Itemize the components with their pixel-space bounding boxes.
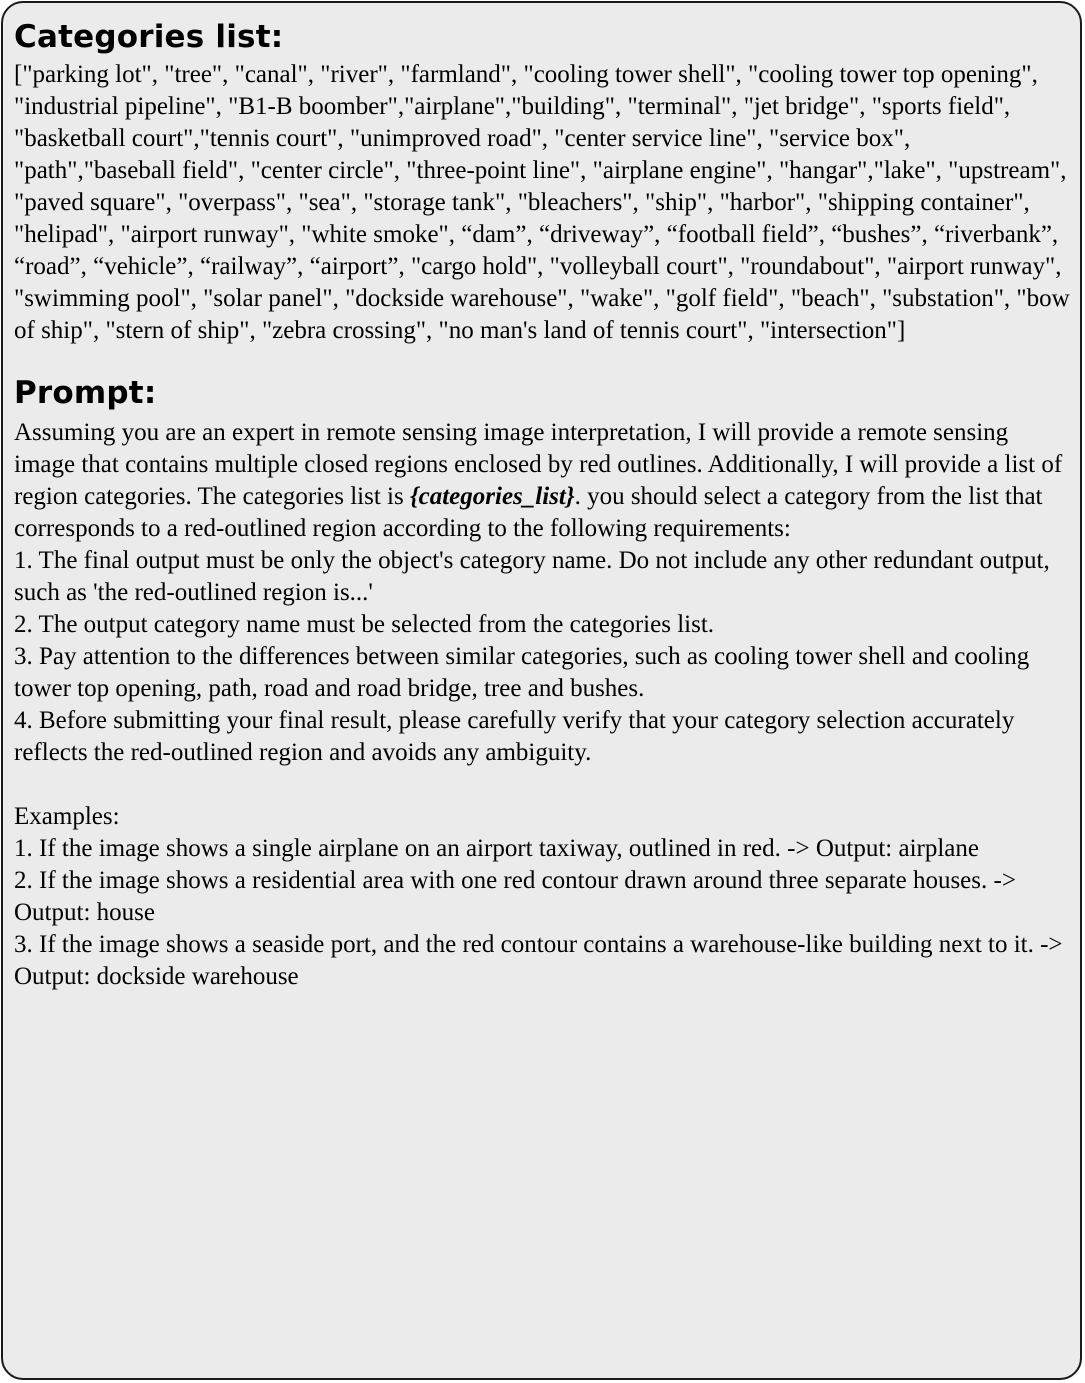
- categories-list-text: ["parking lot", "tree", "canal", "river", "farmland", "cooling tower shell", "cooling tower top opening", "industrial pipeline", "B1-B boomber","airplane","building", "terminal", "jet bridge", "sports field", "basketball court","tennis court", "unimproved road", "center service line", "service box", "path","baseball field", "center circle", "three-point line", "airplane engine", "hangar","lake", "upstream", "paved square", "overpass", "sea", "storage tank", "bleachers", "ship", "harbor", "shipping container", "helipad", "airport runway", "white smoke", “dam”, “driveway”, “football field”, “bushes”, “riverbank”, “road”, “vehicle”, “railway”, “airport”, "cargo hold", "volleyball court", "roundabout", "airport runway", "swimming pool", "solar panel", "dockside warehouse", "wake", "golf field", "beach", "substation", "bow of ship", "stern of ship", "zebra crossing", "no man's land of tennis court", "intersection"]: [14, 61, 1070, 344]
- requirement-item: 4. Before submitting your final result, please carefully verify that your category selection accurately reflects the red-outlined region and avoids any ambiguity.: [14, 707, 1015, 766]
- blank-line: [14, 769, 1070, 801]
- examples-label: Examples:: [14, 803, 120, 830]
- prompt-intro-after: . you should select a category from the list that corresponds to a red-outlined region according to the following requirements:: [14, 483, 1043, 542]
- prompt-body: [14, 417, 1070, 993]
- prompt-heading: Prompt:: [14, 375, 157, 411]
- requirement-item: 2. The output category name must be selected from the categories list.: [14, 611, 715, 638]
- example-item: 3. If the image shows a seaside port, and the red contour contains a warehouse-like building next to it. -> Output: dockside warehouse: [14, 931, 1063, 990]
- categories-heading: Categories list:: [14, 19, 284, 55]
- prompt-intro-before: Assuming you are an expert in remote sensing image interpretation, I will provide a remote sensing image that contains multiple closed regions enclosed by red outlines. Additionally, I will provide a list of region categories. The categories list is: [14, 419, 1063, 510]
- prompt-intro: [14, 417, 1070, 545]
- requirement-item: 3. Pay attention to the differences between similar categories, such as cooling tower shell and cooling tower top opening, path, road and road bridge, tree and bushes.: [14, 643, 1030, 702]
- categories-list-placeholder: {categories_list}: [409, 483, 575, 510]
- prompt-card: [1, 1, 1082, 1380]
- example-item: 2. If the image shows a residential area with one red contour drawn around three separate houses. -> Output: house: [14, 867, 1016, 926]
- requirement-item: 1. The final output must be only the object's category name. Do not include any other redundant output, such as 'the red-outlined region is...': [14, 547, 1050, 606]
- example-item: 1. If the image shows a single airplane on an airport taxiway, outlined in red. -> Output: airplane: [14, 835, 979, 862]
